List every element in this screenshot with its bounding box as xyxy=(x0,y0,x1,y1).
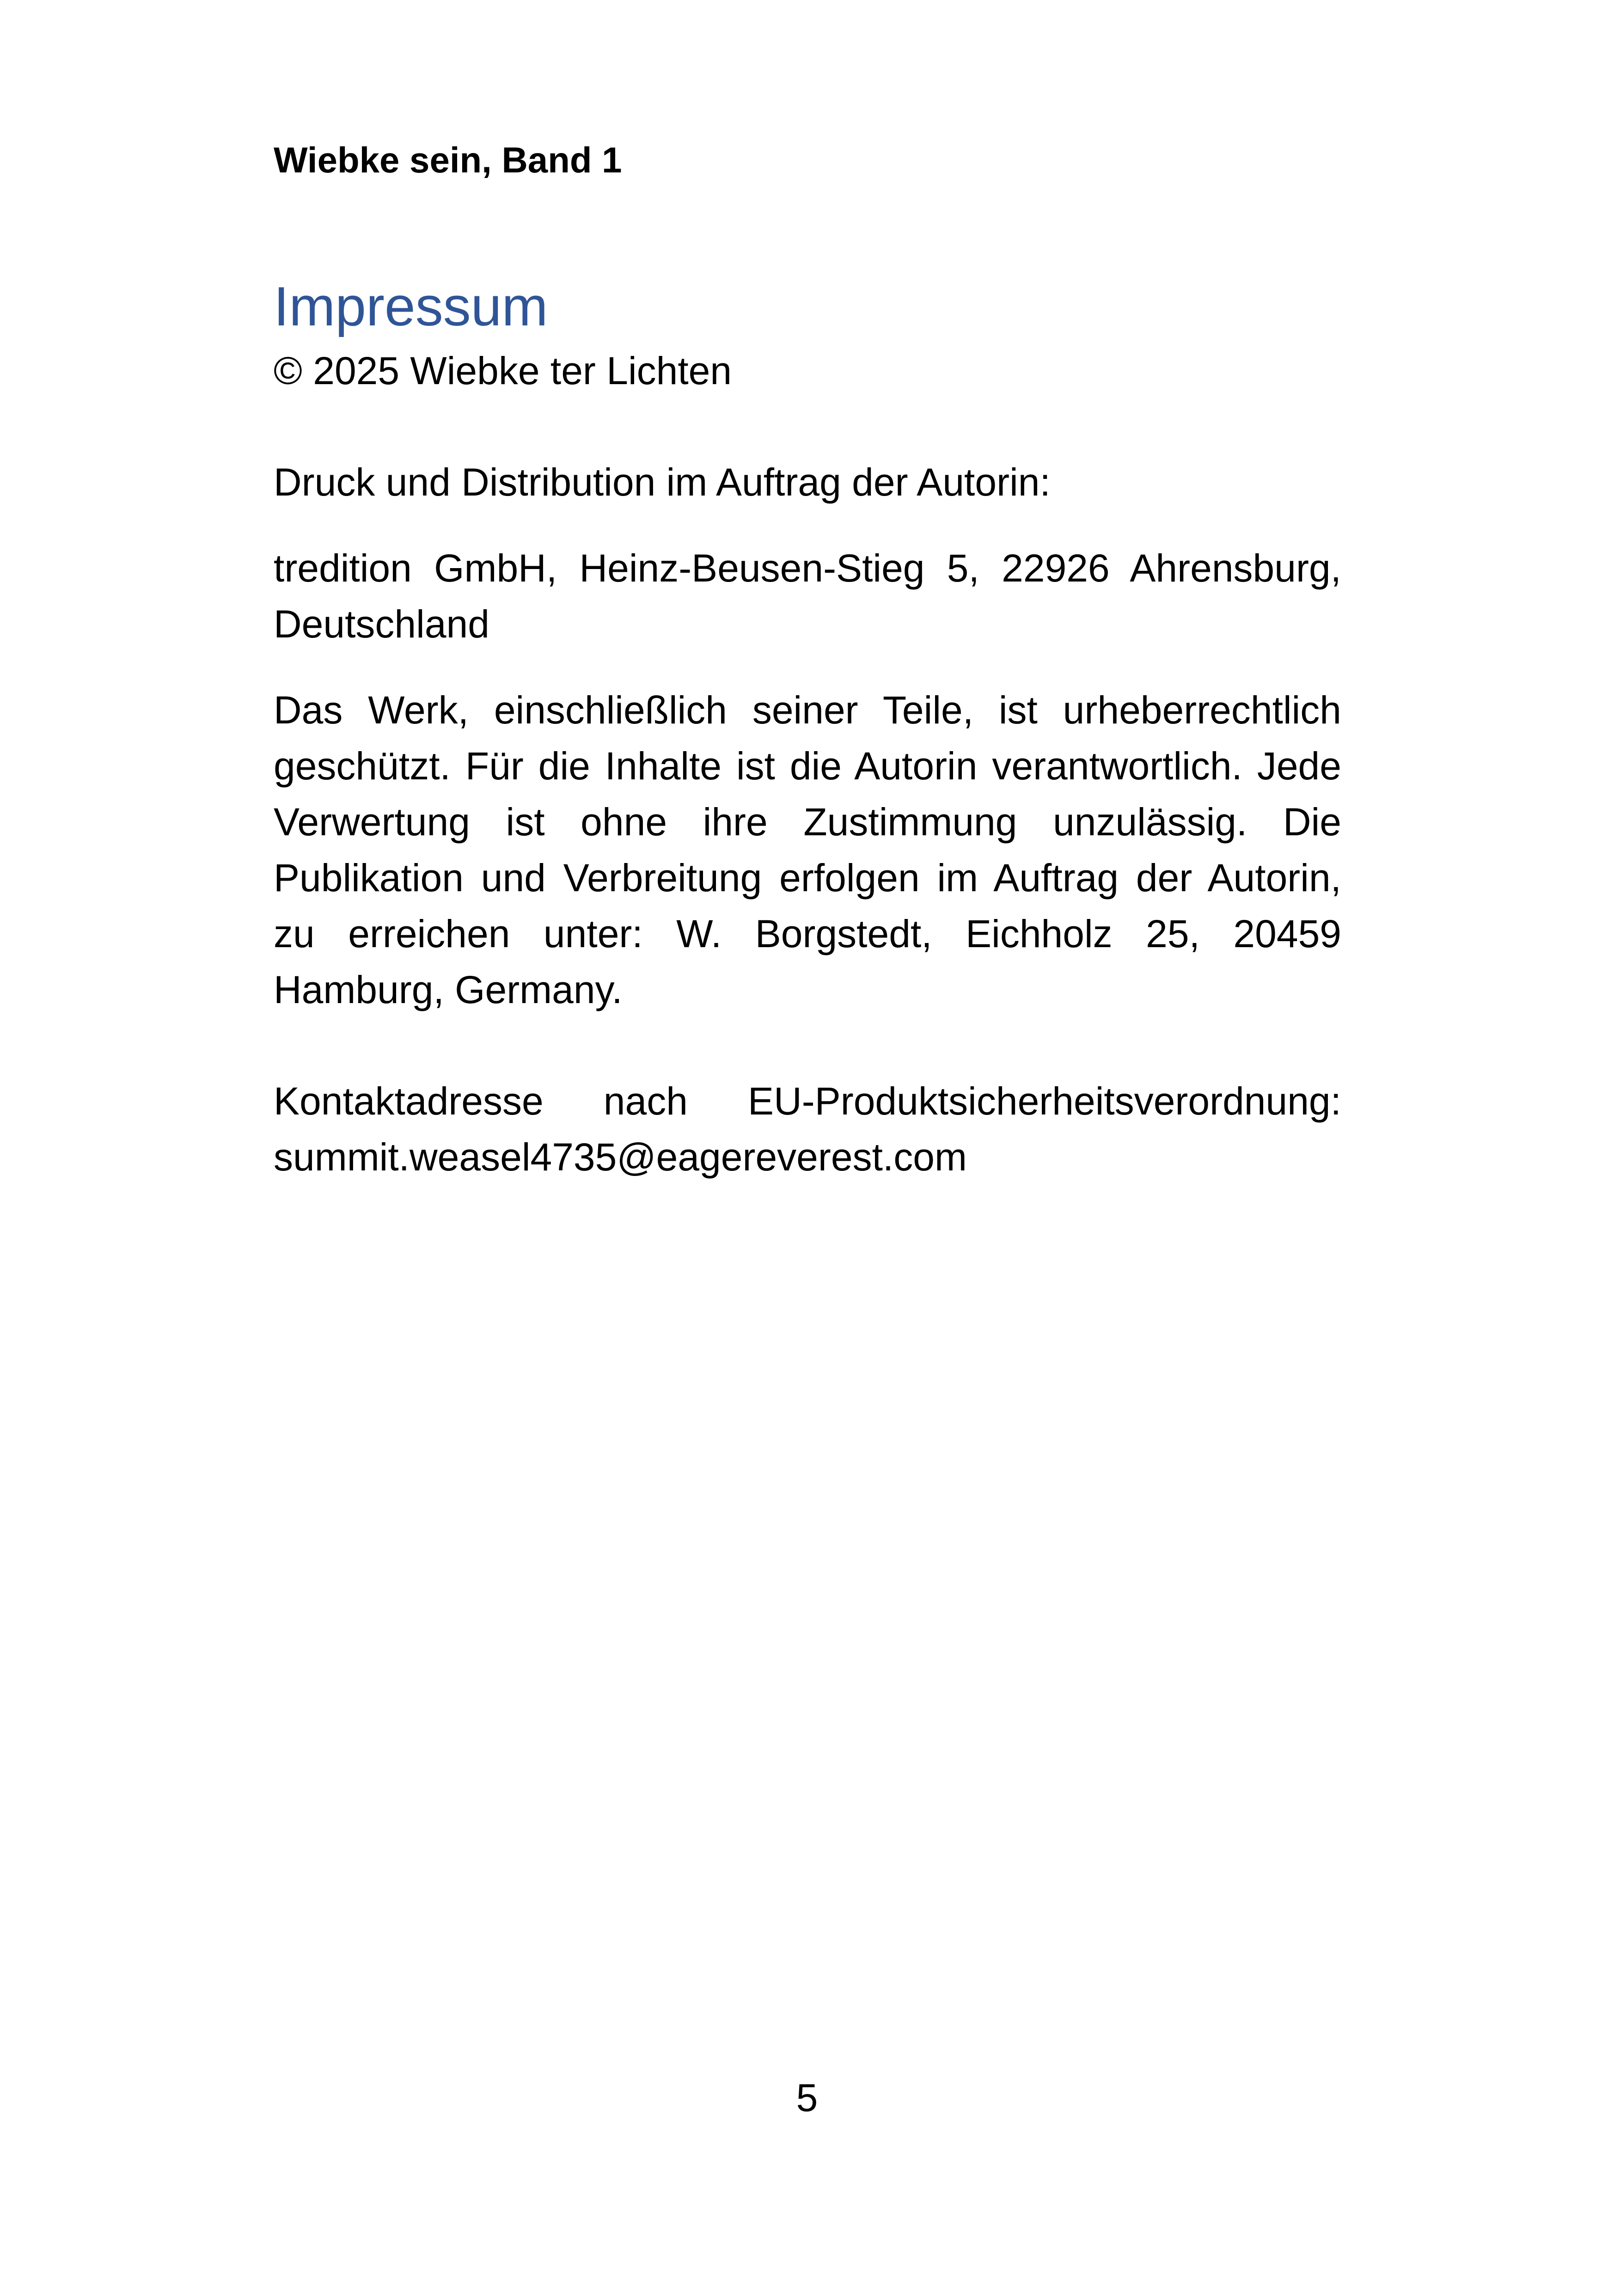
copyright-line: © 2025 Wiebke ter Lichten xyxy=(274,349,732,392)
publisher-address: tredition GmbH, Heinz-Beusen-Stieg 5, 22926 Ahrensburg, Deutschland xyxy=(274,546,1341,646)
rights-paragraph: Das Werk, einschließlich seiner Teile, ist urheberrechtlich geschützt. Für die Inhalte ist die Autorin verantwortlich. Jede Verwertung ist ohne ihre Zustimmung unzulässig. Die Publikation und Verbreitung erfolgen im Auftrag der Autorin, zu erreichen unter: W. Borgstedt, Eichholz 25, 20459 Hamburg, Germany. xyxy=(274,688,1341,1012)
contact-paragraph: Kontaktadresse nach EU-Produktsicherheitsverordnung: summit.weasel4735@eagereverest.com xyxy=(274,1079,1341,1179)
impressum-heading: Impressum xyxy=(274,275,548,337)
page-number: 5 xyxy=(796,2076,818,2119)
page-content xyxy=(274,139,1341,1185)
printing-paragraph: Druck und Distribution im Auftrag der Autorin: xyxy=(274,460,1051,504)
running-title: Wiebke sein, Band 1 xyxy=(274,140,622,180)
